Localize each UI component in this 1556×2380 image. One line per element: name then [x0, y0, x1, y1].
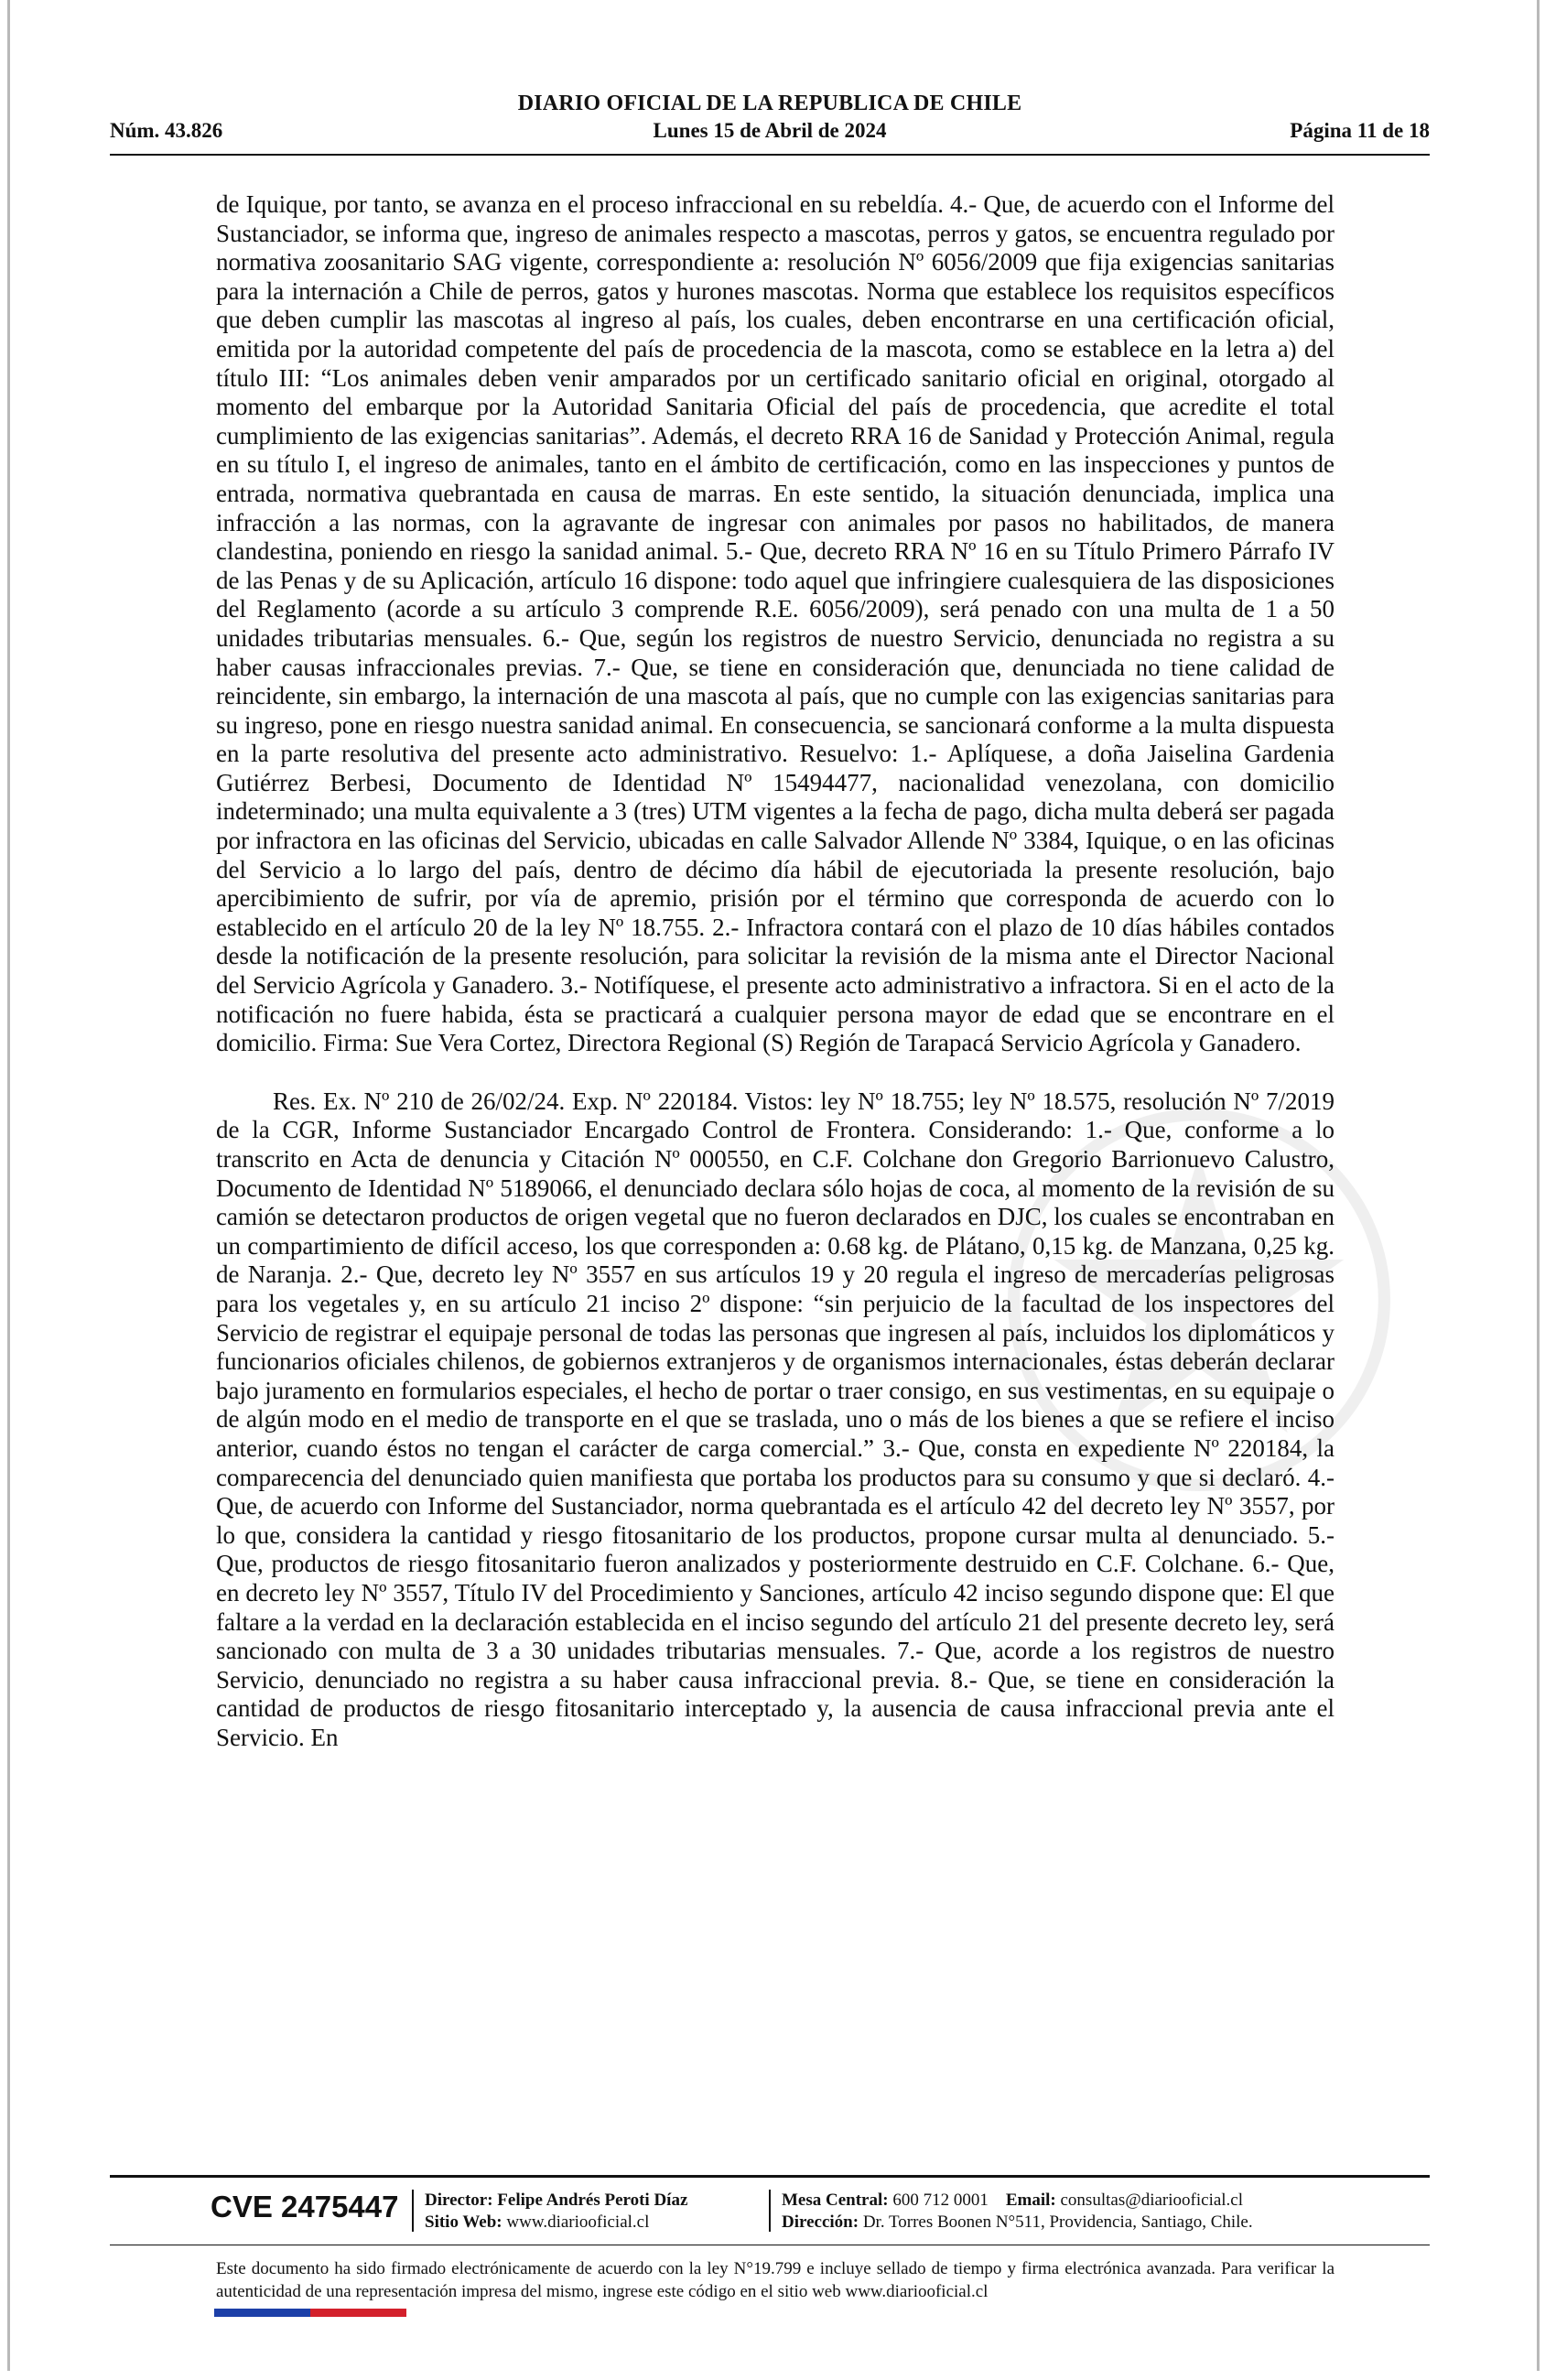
email-label: Email: [1005, 2191, 1056, 2210]
footer-rule-top [110, 2175, 1430, 2178]
body-paragraph-1: de Iquique, por tanto, se avanza en el proceso infraccional en su rebeldía. 4.- Que, de acuerdo con el Informe del Sustanciador, se informa que, ingreso de animales respecto a mascotas, perros y gatos, se encuentra regulado por normativa zoosanitario SAG vigente, correspondiente a: resolución Nº 6056/2009 que fija exigencias sanitarias para la internación a Chile de perros, gatos y hurones mascotas. Norma que establece los requisitos específicos que deben cumplir las mascotas al ingreso al país, los cuales, deben encontrarse en una certificación oficial, emitida por la autoridad competente del país de procedencia de la mascota, como se establece en la letra a) del título III: “Los animales deben venir amparados por un certificado sanitario oficial en original, otorgado al momento del embarque por la Autoridad Sanitaria Oficial del país de procedencia, que acredite el total cumplimiento de las exigencias sanitarias”. Además, el decreto RRA 16 de Sanidad y Protección Animal, regula en su título I, el ingreso de animales, tanto en el ámbito de certificación, como en las inspecciones y puntos de entrada, normativa quebrantada en causa de marras. En este sentido, la situación denunciada, implica una infracción a las normas, con la agravante de ingresar con animales por pasos no habilitados, de manera clandestina, poniendo en riesgo la sanidad animal. 5.- Que, decreto RRA Nº 16 en su Título Primero Párrafo IV de las Penas y de su Aplicación, artículo 16 dispone: todo aquel que infringiere cualesquiera de las disposiciones del Reglamento (acorde a su artículo 3 comprende R.E. 6056/2009), será penado con una multa de 1 a 50 unidades tributarias mensuales. 6.- Que, según los registros de nuestro Servicio, denunciada no registra a su haber causas infraccionales previas. 7.- Que, se tiene en consideración que, denunciada no tiene calidad de reincidente, sin embargo, la internación de una mascota al país, que no cumple con las exigencias sanitarias para su ingreso, pone en riesgo nuestra sanidad animal. En consecuencia, se sancionará conforme a la multa dispuesta en la parte resolutiva del presente acto administrativo. Resuelvo: 1.- Aplíquese, a doña Jaiselina Gardenia Gutiérrez Berbesi, Documento de Identidad Nº 15494477, nacionalidad venezolana, con domicilio indeterminado; una multa equivalente a 3 (tres) UTM vigentes a la fecha de pago, dicha multa deberá ser pagada por infractora en las oficinas del Servicio, ubicadas en calle Salvador Allende Nº 3384, Iquique, o en las oficinas del Servicio a lo largo del país, dentro de décimo día hábil de ejecutoriada la presente resolución, bajo apercibimiento de sufrir, por vía de apremio, prisión por el término que corresponda de acuerdo con lo establecido en el artículo 20 de la ley Nº 18.755. 2.- Infractora contará con el plazo de 10 días hábiles contados desde la notificación de la presente resolución, para solicitar la revisión de la misma ante el Director Nacional del Servicio Agrícola y Ganadero. 3.- Notifíquese, el presente acto administrativo a infractora. Si en el acto de la notificación no fuere habida, ésta se practicará a cualquier persona mayor de edad que se encontrare en el domicilio. Firma: Sue Vera Cortez, Directora Regional (S) Región de Tarapacá Servicio Agrícola y Ganadero. [216, 190, 1334, 1057]
chile-flag-stripe [214, 2309, 406, 2317]
address-label: Dirección: [782, 2212, 859, 2232]
director-name: Felipe Andrés Peroti Díaz [497, 2191, 688, 2210]
cve-code: CVE 2475447 [211, 2190, 399, 2223]
footer-info [110, 2179, 1430, 2245]
footer-divider [769, 2190, 771, 2232]
website-link[interactable]: www.diariooficial.cl [506, 2212, 650, 2232]
issue-number: Núm. 43.826 [110, 119, 223, 142]
footer-divider [412, 2190, 414, 2232]
email-link[interactable]: consultas@diariooficial.cl [1060, 2191, 1244, 2210]
phone-number: 600 712 0001 [892, 2191, 989, 2210]
footer-contact-column [782, 2190, 1253, 2234]
header-rule [110, 154, 1430, 156]
body-paragraph-2: Res. Ex. Nº 210 de 26/02/24. Exp. Nº 220184. Vistos: ley Nº 18.755; ley Nº 18.575, resolución Nº 7/2019 de la CGR, Informe Sustanciador Encargado Control de Frontera. Considerando: 1.- Que, conforme a lo transcrito en Acta de denuncia y Citación Nº 000550, en C.F. Colchane don Gregorio Barrionuevo Calustro, Documento de Identidad Nº 5189066, el denunciado declara sólo hojas de coca, al momento de la revisión de su camión se detectaron productos de origen vegetal que no fueron declarados en DJC, los cuales se encontraban en un compartimiento de difícil acceso, los que corresponden a: 0.68 kg. de Plátano, 0,15 kg. de Manzana, 0,25 kg. de Naranja. 2.- Que, decreto ley Nº 3557 en sus artículos 19 y 20 regula el ingreso de mercaderías peligrosas para los vegetales y, en su artículo 21 inciso 2º dispone: “sin perjuicio de la facultad de los inspectores del Servicio de registrar el equipaje personal de todas las personas que ingresen al país, incluidos los diplomáticos y funcionarios oficiales chilenos, de gobiernos extranjeros y de organismos internacionales, éstas deberán declarar bajo juramento en formularios especiales, el hecho de portar o traer consigo, en sus vestimentas, en su equipaje o de algún modo en el medio de transporte en el que se traslada, uno o más de los bienes a que se refiere el inciso anterior, cuando éstos no tengan el carácter de carga comercial.” 3.- Que, consta en expediente Nº 220184, la comparecencia del denunciado quien manifiesta que portaba los productos para su consumo y que si declaró. 4.- Que, de acuerdo con Informe del Sustanciador, norma quebrantada es el artículo 42 del decreto ley Nº 3557, por lo que, considera la cantidad y riesgo fitosanitario de los productos, propone cursar multa al denunciado. 5.- Que, productos de riesgo fitosanitario fueron analizados y posteriormente destruido en C.F. Colchane. 6.- Que, en decreto ley Nº 3557, Título IV del Procedimiento y Sanciones, artículo 42 inciso segundo dispone que: El que faltare a la verdad en la declaración establecida en el inciso segundo del artículo 21 del presente decreto ley, será sancionado con multa de 3 a 30 unidades tributarias mensuales. 7.- Que, acorde a los registros de nuestro Servicio, denunciado no registra a su haber causa infraccional previa. 8.- Que, se tiene en consideración la cantidad de productos de riesgo fitosanitario interceptado y, la ausencia de causa infraccional previa ante el Servicio. En [216, 1087, 1334, 1751]
director-label: Director: [425, 2191, 493, 2210]
issue-date: Lunes 15 de Abril de 2024 [653, 119, 887, 142]
flag-red-band [310, 2309, 406, 2317]
address-text: Dr. Torres Boonen N°511, Providencia, Santiago, Chile. [862, 2212, 1253, 2232]
phone-label: Mesa Central: [782, 2191, 889, 2210]
page-indicator: Página 11 de 18 [1290, 119, 1430, 142]
newspaper-title: DIARIO OFICIAL DE LA REPUBLICA DE CHILE [517, 92, 1022, 115]
footer-director-column [425, 2190, 687, 2234]
flag-blue-band [214, 2309, 310, 2317]
document-body [216, 190, 1334, 1752]
page-header [110, 92, 1430, 148]
website-label: Sitio Web: [425, 2212, 502, 2232]
signature-disclaimer: Este documento ha sido firmado electrónicamente de acuerdo con la ley N°19.799 e incluye sellado de tiempo y firma electrónica avanzada. Para verificar la autenticidad de una representación impresa del mismo, ingrese este código en el sitio web www.diariooficial.cl [216, 2259, 1334, 2301]
